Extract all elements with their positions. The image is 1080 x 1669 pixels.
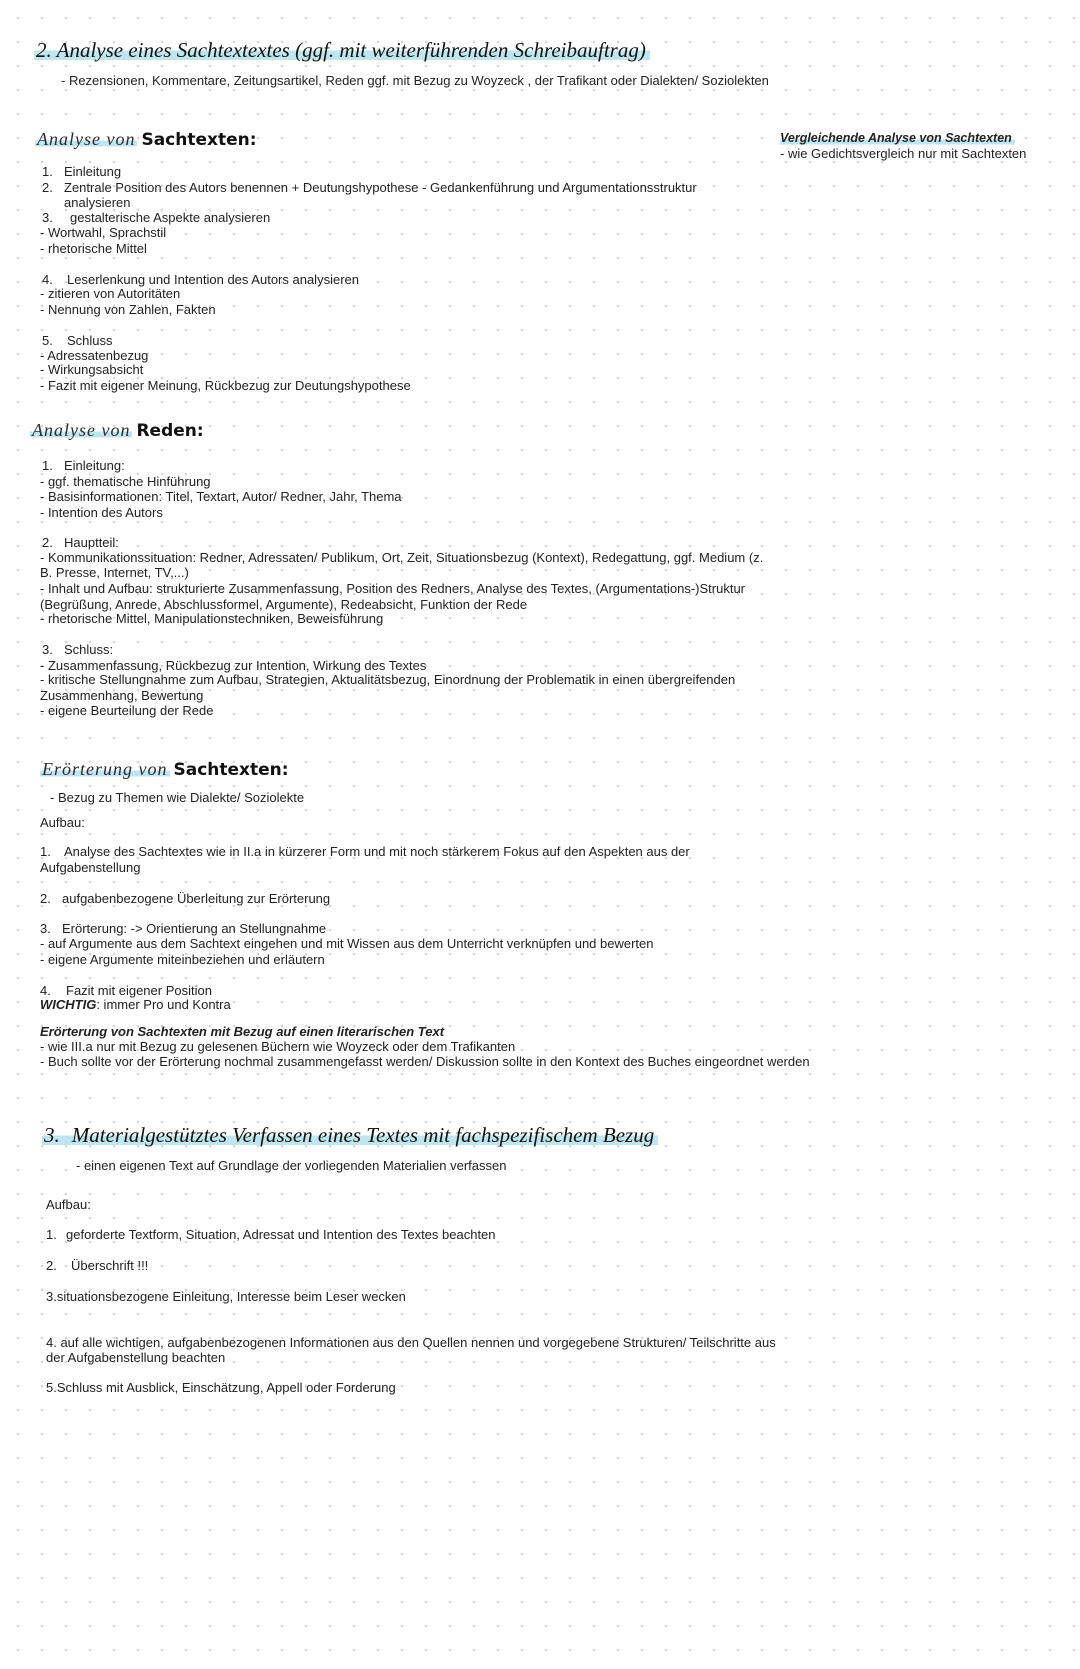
list-text: Einleitung — [64, 164, 122, 179]
heading-bold: Sachtexten: — [141, 130, 257, 150]
list-item: 5.Schluss mit Ausblick, Einschätzung, Appell oder Forderung — [46, 1380, 396, 1395]
list-number: 2. — [42, 180, 53, 195]
list-item — [42, 333, 113, 348]
list-item: - Fazit mit eigener Meinung, Rückbezug zur Deutungshypothese — [40, 378, 411, 393]
list-item: - Buch sollte vor der Erörterung nochmal zusammengefasst werden/ Diskussion sollte in den Kontext des Buches eingeordnet werden — [40, 1054, 810, 1069]
list-text: Analyse des Sachtextes wie in II.a in kürzerer Form und mit noch stärkerem Fokus auf den Aspekten aus der — [64, 844, 690, 859]
list-item: (Begrüßung, Anrede, Abschlussformel, Argumente), Redeabsicht, Funktion der Rede — [40, 597, 528, 612]
list-text: Erörterung: -> Orientierung an Stellungnahme — [62, 921, 327, 936]
section-3-title — [42, 1122, 658, 1148]
list-item: - Basisinformationen: Titel, Textart, Autor/ Redner, Jahr, Thema — [40, 489, 402, 504]
list-item — [42, 458, 125, 473]
eroerterung-intro: - Bezug zu Themen wie Dialekte/ Soziolekte — [50, 790, 305, 805]
list-item — [40, 921, 326, 936]
section-3-number: 3. — [44, 1123, 60, 1147]
list-item — [42, 164, 121, 179]
list-number: 2. — [40, 891, 51, 906]
list-text: Hauptteil: — [64, 535, 119, 550]
list-item: - Intention des Autors — [40, 505, 163, 520]
list-item: - Wirkungsabsicht — [40, 362, 144, 377]
section-2-intro: - Rezensionen, Kommentare, Zeitungsartikel, Reden ggf. mit Bezug zu Woyzeck , der Trafikant oder Dialekten/ Soziolekten — [61, 73, 769, 88]
list-item: - eigene Beurteilung der Rede — [40, 703, 214, 718]
list-text: Leserlenkung und Intention des Autors analysieren — [67, 272, 359, 287]
list-text: gestalterische Aspekte analysieren — [70, 210, 271, 225]
list-item — [46, 1258, 148, 1273]
list-item: 3.situationsbezogene Einleitung, Interesse beim Leser wecken — [46, 1289, 406, 1304]
list-number: 4. — [42, 272, 53, 287]
aufbau-label: Aufbau: — [40, 815, 85, 830]
aufbau-label: Aufbau: — [46, 1197, 91, 1212]
list-number: 3. — [42, 642, 53, 657]
heading-bold: Reden: — [136, 421, 204, 441]
literarisch-title: Erörterung von Sachtexten mit Bezug auf einen literarischen Text — [40, 1024, 445, 1039]
list-item: - auf Argumente aus dem Sachtext eingehen und mit Wissen aus dem Unterricht verknüpfen und bewerten — [40, 936, 654, 951]
list-item: analysieren — [64, 195, 131, 210]
heading-script: Analyse von — [37, 129, 136, 149]
list-number: 2. — [42, 535, 53, 550]
vergleich-title — [780, 130, 1015, 146]
list-item: - Nennung von Zahlen, Fakten — [40, 302, 216, 317]
list-item: - rhetorische Mittel, Manipulationstechniken, Beweisführung — [40, 611, 384, 626]
list-item: - kritische Stellungnahme zum Aufbau, Strategien, Aktualitätsbezug, Einordnung der Problematik in einen übergreifenden — [40, 672, 736, 687]
heading-script: Erörterung von — [42, 759, 168, 779]
list-item: - ggf. thematische Hinführung — [40, 474, 211, 489]
section-3-title-text — [42, 1123, 658, 1147]
list-number: 1. — [40, 844, 51, 859]
list-number: 4. — [40, 983, 51, 998]
list-item: - Zusammenfassung, Rückbezug zur Intention, Wirkung des Textes — [40, 658, 427, 673]
list-number: 2. — [46, 1258, 57, 1273]
list-text: Schluss — [67, 333, 113, 348]
list-number: 1. — [46, 1227, 57, 1242]
list-item — [46, 1227, 496, 1242]
list-text: Überschrift !!! — [71, 1258, 149, 1273]
list-item — [42, 272, 359, 287]
list-item: B. Presse, Internet, TV,...) — [40, 565, 189, 580]
section-3-title-words: Materialgestütztes Verfassen eines Textes mit fachspezifischem Bezug — [71, 1123, 655, 1147]
list-item: - Adressatenbezug — [40, 348, 149, 363]
list-text: aufgabenbezogene Überleitung zur Erörterung — [62, 891, 331, 906]
list-text: Schluss: — [64, 642, 114, 657]
list-item — [42, 180, 697, 195]
list-item: - wie III.a nur mit Bezug zu gelesenen Büchern wie Woyzeck oder dem Trafikanten — [40, 1039, 516, 1054]
section-3-intro: - einen eigenen Text auf Grundlage der vorliegenden Materialien verfassen — [76, 1158, 507, 1173]
wichtig-label: WICHTIG — [40, 997, 97, 1012]
list-item: - Kommunikationssituation: Redner, Adressaten/ Publikum, Ort, Zeit, Situationsbezug (Kontext), Redegattung, ggf. Medium (z. — [40, 550, 764, 565]
eroerterung-heading — [40, 758, 289, 782]
list-item: - Inhalt und Aufbau: strukturierte Zusammenfassung, Position des Redners, Analyse des Textes, (Argumentations-)Struktur — [40, 581, 746, 596]
list-text: Fazit mit eigener Position — [66, 983, 212, 998]
wichtig-note — [40, 997, 231, 1012]
list-item — [42, 642, 113, 657]
list-item — [42, 535, 119, 550]
analyse-sachtexten-heading — [35, 128, 257, 152]
analyse-reden-heading — [30, 419, 204, 443]
list-item — [42, 210, 270, 225]
list-item: Aufgabenstellung — [40, 860, 141, 875]
list-item: - Wortwahl, Sprachstil — [40, 225, 167, 240]
section-2-title-text: 2. Analyse eines Sachtextextes (ggf. mit weiterführenden Schreibauftrag) — [34, 38, 650, 62]
heading-script: Analyse von — [32, 420, 131, 440]
list-text: Einleitung: — [64, 458, 125, 473]
vergleich-title-text: Vergleichende Analyse von Sachtexten — [780, 131, 1015, 145]
list-item: der Aufgabenstellung beachten — [46, 1350, 226, 1365]
section-2-title — [34, 37, 650, 63]
list-number: 3. — [40, 921, 51, 936]
wichtig-text: : immer Pro und Kontra — [96, 997, 231, 1012]
list-number: 3. — [42, 210, 53, 225]
list-number: 5. — [42, 333, 53, 348]
list-text: geforderte Textform, Situation, Adressat und Intention des Textes beachten — [66, 1227, 496, 1242]
vergleich-text: - wie Gedichtsvergleich nur mit Sachtexten — [780, 146, 1027, 161]
list-item — [40, 983, 212, 998]
list-number: 1. — [42, 458, 53, 473]
list-item: - rhetorische Mittel — [40, 241, 147, 256]
list-item: 4. auf alle wichtigen, aufgabenbezogenen Informationen aus den Quellen nennen und vorgegebene Strukturen/ Teilschritte aus — [46, 1335, 776, 1350]
list-number: 1. — [42, 164, 53, 179]
list-item — [40, 844, 690, 859]
list-item — [40, 891, 330, 906]
heading-bold: Sachtexten: — [173, 760, 289, 780]
list-item: - zitieren von Autoritäten — [40, 286, 181, 301]
list-text: Zentrale Position des Autors benennen + Deutungshypothese - Gedankenführung und Argumentationsstruktur — [64, 180, 697, 195]
list-item: Zusammenhang, Bewertung — [40, 688, 204, 703]
list-item: - eigene Argumente miteinbeziehen und erläutern — [40, 952, 325, 967]
